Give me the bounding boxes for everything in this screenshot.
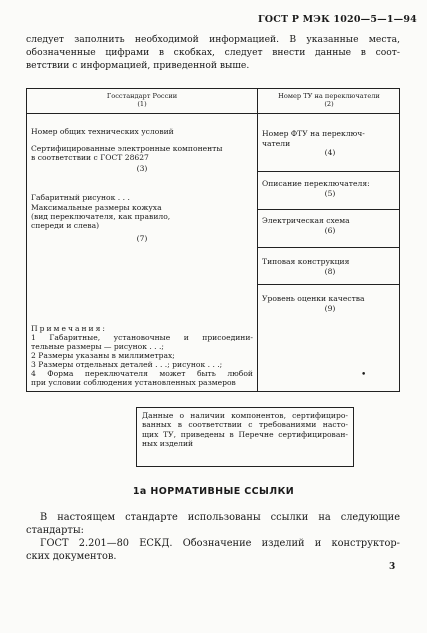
electric-scheme-label: Электрическая схема: [262, 216, 350, 225]
field-number-5: (5): [324, 188, 336, 198]
field-number-7: (7): [136, 234, 148, 243]
electric-scheme-block: [262, 216, 398, 235]
note-line: 1 Габаритные, установочные и присоедини-: [31, 333, 253, 342]
ink-mark: •: [361, 370, 367, 380]
box-line: ванных в соответствии с требованиями насто-: [142, 420, 348, 430]
certified-components-block: [31, 144, 253, 162]
body-line: стандарты:: [26, 525, 84, 536]
section-heading: 1а НОРМАТИВНЫЕ ССЫЛКИ: [132, 486, 295, 497]
intro-line: ветствии с информацией, приведенной выше.: [26, 60, 250, 71]
notes-title: Примечания:: [31, 324, 107, 333]
field-number-4: (4): [324, 148, 336, 157]
body-line: ГОСТ 2.201—80 ЕСКД. Обозначение изделий и конструктор-: [40, 538, 400, 549]
box-line: щих ТУ, приведены в Перечне сертифицирован-: [142, 429, 348, 439]
description-label: Описание переключателя:: [262, 179, 370, 188]
document-header-code: ГОСТ Р МЭК 1020—5—1—94: [257, 14, 417, 25]
ftu-line: чатели: [262, 138, 291, 148]
note-line: 4 Форма переключателя может быть любой: [31, 369, 253, 378]
quality-level-label: Уровень оценки качества: [262, 294, 365, 303]
ftu-line: Номер ФТУ на переключ-: [262, 129, 365, 138]
quality-level-block: [262, 294, 398, 313]
intro-line: обозначенные цифрами в скобках, следует внести данные в соот-: [26, 47, 400, 58]
column-divider: [257, 89, 258, 391]
note-line: тельные размеры — рисунок . . .;: [31, 342, 164, 351]
page-number: 3: [389, 562, 396, 572]
header-left-label: Госстандарт России: [106, 92, 178, 100]
case-line: Максимальные размеры кожуха: [31, 203, 162, 212]
typical-design-label: Типовая конструкция: [262, 257, 350, 266]
box-line: ных изделий: [142, 438, 194, 448]
header-right-label: Номер ТУ на переключатели: [278, 92, 380, 100]
ftu-number-block: [262, 129, 398, 158]
row-divider: [258, 171, 400, 172]
typical-design-block: [262, 257, 398, 276]
description-block: [262, 179, 398, 198]
row-divider: [258, 209, 400, 210]
case-line: спереди и слева): [31, 221, 100, 230]
certified-line: Сертифицированные электронные компоненты: [31, 144, 223, 153]
row-divider: [258, 247, 400, 248]
certified-line: в соответствии с ГОСТ 28627: [31, 153, 149, 162]
general-specs-number: Номер общих технических условий: [31, 127, 174, 136]
outline-drawing: Габаритный рисунок . . .: [31, 193, 130, 202]
box-line: Данные о наличии компонентов, сертифициро-: [142, 411, 348, 420]
notes-block: [31, 324, 253, 387]
section-body: [26, 511, 400, 563]
header-right-number: (2): [324, 100, 334, 108]
case-dimensions-block: [31, 203, 253, 230]
field-number-3: (3): [136, 164, 148, 173]
note-line: 3 Размеры отдельных деталей . . .; рисунок . . .;: [31, 360, 223, 369]
field-number-6: (6): [324, 225, 336, 235]
row-divider: [258, 284, 400, 285]
note-line: при условии соблюдения установленных размеров: [31, 378, 236, 387]
certified-list-note-box: [136, 407, 354, 467]
header-divider: [27, 113, 399, 114]
intro-line: следует заполнить необходимой информацией. В указанные места,: [26, 34, 400, 45]
header-right-cell: [258, 92, 400, 108]
field-number-9: (9): [324, 303, 336, 313]
header-left-cell: [27, 92, 257, 108]
body-line: В настоящем стандарте использованы ссылки на следующие: [40, 512, 400, 523]
intro-paragraph: [26, 33, 400, 72]
body-line: ских документов.: [26, 551, 117, 562]
header-left-number: (1): [137, 100, 147, 108]
case-line: (вид переключателя, как правило,: [31, 212, 171, 221]
field-number-8: (8): [324, 266, 336, 276]
certificate-form-table: [26, 88, 400, 392]
note-line: 2 Размеры указаны в миллиметрах;: [31, 351, 175, 360]
